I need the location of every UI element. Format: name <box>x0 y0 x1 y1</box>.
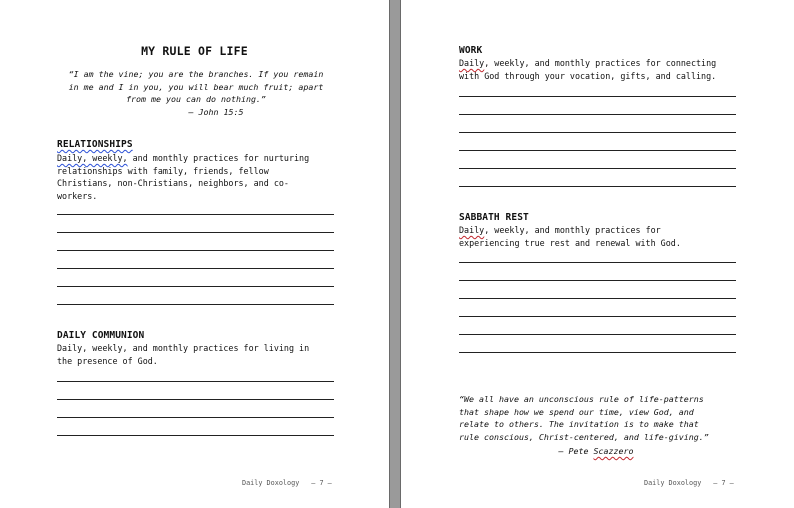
writing-line[interactable] <box>459 352 736 353</box>
writing-line[interactable] <box>57 250 334 251</box>
footer-label: Daily Doxology <box>242 479 300 487</box>
section-heading-daily-communion: DAILY COMMUNION <box>57 330 145 341</box>
writing-line[interactable] <box>459 114 736 115</box>
page-number: — 7 — <box>311 479 332 487</box>
page-title: MY RULE OF LIFE <box>141 44 248 58</box>
writing-line[interactable] <box>459 132 736 133</box>
writing-line[interactable] <box>57 381 334 382</box>
section-description-daily-communion <box>57 342 309 367</box>
section-description-work <box>459 57 716 82</box>
writing-line[interactable] <box>57 232 334 233</box>
writing-line[interactable] <box>459 298 736 299</box>
description-line: experiencing true rest and renewal with God. <box>459 237 681 248</box>
quote-line: rule conscious, Christ-centered, and life-giving.” <box>459 431 709 442</box>
writing-line[interactable] <box>459 262 736 263</box>
section-heading-work: WORK <box>459 45 483 56</box>
writing-line[interactable] <box>57 417 334 418</box>
page-edge <box>389 0 390 508</box>
section-heading-relationships: RELATIONSHIPS <box>57 139 133 150</box>
section-heading-sabbath-rest: SABBATH REST <box>459 212 529 223</box>
writing-line[interactable] <box>57 304 334 305</box>
description-line: relationships with family, friends, fellow <box>57 165 269 176</box>
quote-line: “We all have an unconscious rule of life-patterns <box>459 394 704 404</box>
epigraph <box>58 68 334 118</box>
writing-line[interactable] <box>459 96 736 97</box>
writing-line[interactable] <box>459 186 736 187</box>
quote-attribution: — Pete Scazzero <box>558 446 634 456</box>
section-description-sabbath-rest <box>459 224 681 249</box>
page-footer <box>242 479 332 487</box>
writing-line[interactable] <box>57 435 334 436</box>
description-line: workers. <box>57 190 98 201</box>
quote-line: that shape how we spend our time, view God, and <box>459 406 694 417</box>
writing-line[interactable] <box>459 334 736 335</box>
description-line: Daily, weekly, and monthly practices for living in <box>57 343 310 353</box>
description-line: Daily, weekly, and monthly practices for connecting <box>459 58 717 68</box>
writing-line[interactable] <box>459 150 736 151</box>
writing-line[interactable] <box>57 399 334 400</box>
writing-line[interactable] <box>57 214 334 215</box>
description-line: Daily, weekly, and monthly practices for <box>459 225 661 235</box>
quote-line: relate to others. The invitation is to make that <box>459 419 699 429</box>
page-number: — 7 — <box>713 479 734 487</box>
writing-line[interactable] <box>459 168 736 169</box>
description-line: the presence of God. <box>57 355 158 366</box>
writing-line[interactable] <box>459 280 736 281</box>
closing-quote <box>459 393 749 458</box>
writing-line[interactable] <box>57 286 334 287</box>
writing-line[interactable] <box>459 316 736 317</box>
footer-label: Daily Doxology <box>644 479 702 487</box>
epigraph-attribution: — John 15:5 <box>188 106 244 117</box>
description-line: Christians, non-Christians, neighbors, and co- <box>57 178 289 188</box>
left-page <box>0 0 389 508</box>
section-description-relationships <box>57 152 309 202</box>
description-line: Daily, weekly, and monthly practices for nurturing <box>57 153 310 163</box>
page-footer <box>644 479 734 487</box>
description-line: with God through your vocation, gifts, and calling. <box>459 70 717 81</box>
right-page <box>401 0 794 508</box>
epigraph-line: in me and I in you, you will bear much fruit; apart <box>68 81 324 92</box>
epigraph-line: “I am the vine; you are the branches. If you remain <box>68 69 324 79</box>
writing-line[interactable] <box>57 268 334 269</box>
epigraph-line: from me you can do nothing.” <box>126 94 266 104</box>
